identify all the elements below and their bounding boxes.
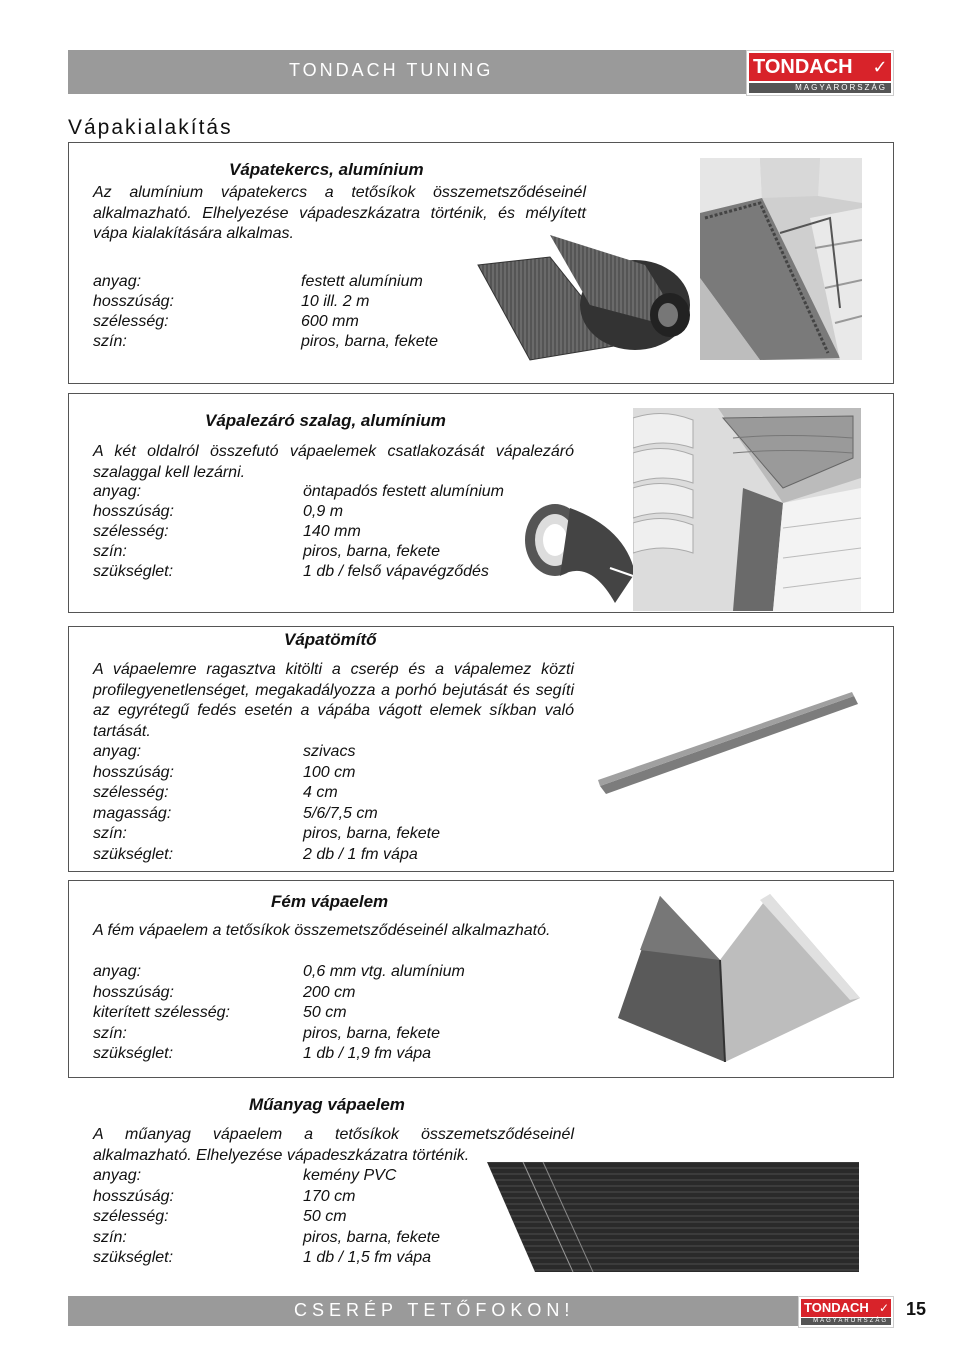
spec-value: 100 cm [303,763,356,781]
spec-value: piros, barna, fekete [303,825,440,842]
foam-seal-image [596,688,862,798]
spec-key: hosszúság: [93,293,174,310]
spec-key: szükséglet: [93,845,174,863]
spec-value: festett alumínium [301,273,423,290]
footer-tondach-logo [798,1296,894,1328]
spec-value: 1 db / felső vápavégződés [303,563,489,580]
spec-value: szivacs [303,743,356,760]
spec-key: szín: [93,1024,127,1042]
spec-key: anyag: [93,273,142,290]
product-description: A két oldalról összefutó vápaelemek csatlakozását vápalezáró szalaggal kell lezárni. [93,443,574,481]
logo-text: TONDACH [804,1300,869,1315]
spec-value: 0,6 mm vtg. alumínium [303,963,465,980]
metal-valley-image [610,890,864,1068]
spec-value: 140 mm [303,523,361,540]
spec-key: hosszúság: [93,1187,174,1205]
spec-value: 0,9 m [303,503,344,520]
spec-key: szükséglet: [93,1045,174,1062]
spec-key: anyag: [93,743,142,760]
spec-value: 1 db / 1,5 fm vápa [303,1249,432,1266]
spec-value: 170 cm [303,1187,356,1205]
product-title: Vápalezáró szalag, alumínium [205,411,446,430]
product-description: A vápaelemre ragasztva kitölti a cserép és a vápalemez közti profilegyenetlenséget, megakadályozza a porhó bejutását és segíti az egyrétegű fedés esetén a vápába vágott elemek síkban való tartását. [93,661,574,740]
spec-value: 2 db / 1 fm vápa [303,845,418,863]
spec-key: anyag: [93,963,142,980]
product-title: Műanyag vápaelem [249,1095,405,1114]
valley-installation-photo [700,158,862,360]
spec-key: hosszúság: [93,503,174,520]
spec-key: szín: [93,543,127,560]
product-title: Vápatömítő [284,630,377,649]
closure-installation-photo [633,408,861,611]
spec-key: hosszúság: [93,983,174,1001]
header-title: TONDACH TUNING [289,60,494,80]
spec-value: 50 cm [303,1208,347,1225]
product-description: Az alumínium vápatekercs a tetősíkok összemetsződéseinél alkalmazható. Elhelyezése vápadeszkázatra történik, és mélyített vápa kialakítására alkalmas. [93,184,586,242]
spec-value: 200 cm [303,983,356,1001]
plastic-valley-image [483,1158,863,1276]
spec-key: szélesség: [93,523,169,540]
logo-sub: MAGYARORSZÁG [795,83,887,92]
spec-key: szélesség: [93,784,169,801]
logo-mark-icon: ✓ [878,1301,890,1315]
spec-value: 50 cm [303,1004,347,1021]
logo-sub: MAGYARORSZÁG [813,1318,888,1324]
footer-bar [68,1296,892,1326]
page-number: 15 [906,1299,927,1319]
spec-key: szélesség: [93,1208,169,1225]
spec-key: szín: [93,1228,127,1246]
spec-key: szín: [93,333,127,350]
spec-value: piros, barna, fekete [301,333,438,350]
spec-key: szín: [93,825,127,842]
spec-key: kiterített szélesség: [93,1004,230,1021]
spec-value: piros, barna, fekete [303,1024,440,1042]
spec-value: 5/6/7,5 cm [303,804,378,822]
spec-key: magasság: [93,804,172,822]
spec-value: 10 ill. 2 m [301,293,370,310]
spec-value: 600 mm [301,313,359,330]
spec-key: szükséglet: [93,1249,174,1266]
logo-mark-icon: ✓ [869,53,891,81]
spec-value: piros, barna, fekete [303,543,440,560]
spec-value: öntapadós festett alumínium [303,483,505,500]
section-title: Vápakialakítás [68,116,233,139]
product-title: Fém vápaelem [271,892,389,911]
spec-key: szükséglet: [93,563,174,580]
aluminium-roll-image [470,235,692,365]
spec-key: hosszúság: [93,763,174,781]
spec-key: anyag: [93,483,142,500]
logo-text: TONDACH [753,56,853,78]
product-description: A műanyag vápaelem a tetősíkok összemetsződéseinél alkalmazható. Elhelyezése vápadeszkázatra történik. [93,1126,574,1164]
tondach-logo [746,50,894,96]
spec-value: 4 cm [303,784,338,801]
spec-key: anyag: [93,1167,142,1184]
spec-value: kemény PVC [303,1167,397,1184]
spec-value: piros, barna, fekete [303,1228,440,1246]
spec-value: 1 db / 1,9 fm vápa [303,1045,432,1062]
product-title: Vápatekercs, alumínium [229,160,424,179]
footer-title: CSERÉP TETŐFOKON! [294,1300,575,1320]
product-description: A fém vápaelem a tetősíkok összemetsződéseinél alkalmazható. [93,922,551,939]
spec-key: szélesség: [93,313,169,330]
